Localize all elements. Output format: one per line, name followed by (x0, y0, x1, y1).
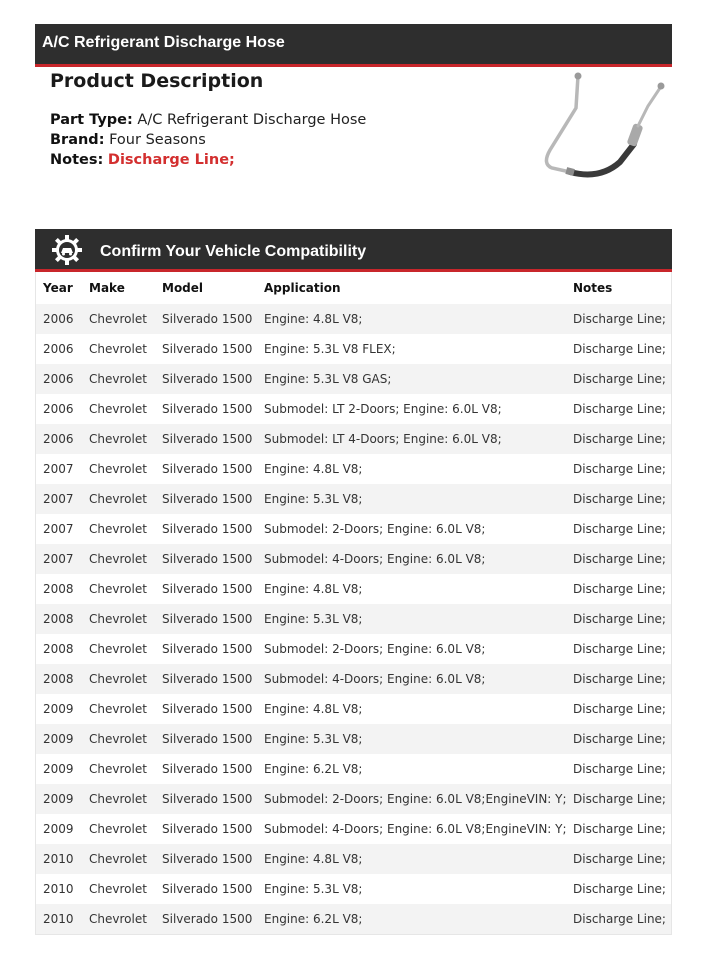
cell-application: Engine: 4.8L V8; (264, 582, 363, 596)
cell-year: 2009 (43, 792, 74, 806)
notes-row (50, 150, 520, 170)
cell-year: 2008 (43, 612, 74, 626)
cell-year: 2006 (43, 372, 74, 386)
cell-make: Chevrolet (89, 552, 147, 566)
col-notes: Notes (573, 281, 613, 295)
cell-application: Engine: 6.2L V8; (264, 912, 363, 926)
cell-notes: Discharge Line; (573, 492, 666, 506)
cell-application: Submodel: 4-Doors; Engine: 6.0L V8;EngineVIN: Y; (264, 822, 567, 836)
cell-make: Chevrolet (89, 462, 147, 476)
cell-make: Chevrolet (89, 312, 147, 326)
part-type-value: A/C Refrigerant Discharge Hose (137, 112, 367, 128)
cell-year: 2007 (43, 492, 74, 506)
cell-model: Silverado 1500 (162, 702, 253, 716)
cell-model: Silverado 1500 (162, 882, 253, 896)
cell-notes: Discharge Line; (573, 432, 666, 446)
cell-make: Chevrolet (89, 732, 147, 746)
table-row (36, 424, 671, 454)
cell-application: Engine: 5.3L V8; (264, 612, 363, 626)
table-row (36, 664, 671, 694)
gear-car-icon (51, 234, 83, 266)
cell-model: Silverado 1500 (162, 372, 253, 386)
table-body (36, 304, 671, 934)
table-row (36, 334, 671, 364)
brand-row (50, 130, 520, 150)
cell-model: Silverado 1500 (162, 672, 253, 686)
notes-label: Notes: (50, 152, 104, 168)
table-row (36, 904, 671, 934)
cell-year: 2009 (43, 732, 74, 746)
cell-make: Chevrolet (89, 492, 147, 506)
cell-application: Engine: 6.2L V8; (264, 762, 363, 776)
cell-application: Submodel: LT 4-Doors; Engine: 6.0L V8; (264, 432, 502, 446)
cell-application: Engine: 5.3L V8; (264, 732, 363, 746)
table-row (36, 364, 671, 394)
cell-notes: Discharge Line; (573, 342, 666, 356)
cell-notes: Discharge Line; (573, 402, 666, 416)
cell-make: Chevrolet (89, 342, 147, 356)
part-type-row (50, 110, 520, 130)
header-bar (35, 24, 672, 67)
cell-model: Silverado 1500 (162, 792, 253, 806)
cell-notes: Discharge Line; (573, 672, 666, 686)
cell-model: Silverado 1500 (162, 342, 253, 356)
cell-make: Chevrolet (89, 882, 147, 896)
cell-application: Submodel: LT 2-Doors; Engine: 6.0L V8; (264, 402, 502, 416)
cell-year: 2008 (43, 582, 74, 596)
table-row (36, 724, 671, 754)
cell-application: Engine: 5.3L V8; (264, 882, 363, 896)
cell-model: Silverado 1500 (162, 552, 253, 566)
cell-year: 2006 (43, 342, 74, 356)
brand-value: Four Seasons (109, 132, 206, 148)
cell-model: Silverado 1500 (162, 312, 253, 326)
table-row (36, 544, 671, 574)
cell-application: Submodel: 2-Doors; Engine: 6.0L V8;EngineVIN: Y; (264, 792, 567, 806)
cell-year: 2009 (43, 822, 74, 836)
cell-notes: Discharge Line; (573, 522, 666, 536)
compatibility-table (36, 272, 671, 934)
cell-model: Silverado 1500 (162, 402, 253, 416)
cell-notes: Discharge Line; (573, 372, 666, 386)
cell-notes: Discharge Line; (573, 312, 666, 326)
cell-year: 2008 (43, 672, 74, 686)
cell-year: 2010 (43, 882, 74, 896)
cell-model: Silverado 1500 (162, 762, 253, 776)
cell-make: Chevrolet (89, 432, 147, 446)
table-header-row (36, 272, 671, 304)
cell-year: 2010 (43, 912, 74, 926)
cell-year: 2006 (43, 312, 74, 326)
table-row (36, 814, 671, 844)
cell-model: Silverado 1500 (162, 522, 253, 536)
cell-application: Engine: 4.8L V8; (264, 702, 363, 716)
cell-application: Engine: 4.8L V8; (264, 312, 363, 326)
cell-make: Chevrolet (89, 702, 147, 716)
cell-model: Silverado 1500 (162, 462, 253, 476)
table-row (36, 484, 671, 514)
cell-model: Silverado 1500 (162, 432, 253, 446)
cell-model: Silverado 1500 (162, 852, 253, 866)
cell-make: Chevrolet (89, 372, 147, 386)
table-row (36, 754, 671, 784)
cell-application: Engine: 5.3L V8; (264, 492, 363, 506)
cell-make: Chevrolet (89, 642, 147, 656)
cell-make: Chevrolet (89, 822, 147, 836)
table-row (36, 394, 671, 424)
cell-make: Chevrolet (89, 852, 147, 866)
cell-notes: Discharge Line; (573, 582, 666, 596)
table-row (36, 634, 671, 664)
cell-model: Silverado 1500 (162, 582, 253, 596)
compatibility-title: Confirm Your Vehicle Compatibility (100, 243, 367, 260)
table-row (36, 574, 671, 604)
table-row (36, 604, 671, 634)
table-row (36, 454, 671, 484)
cell-application: Submodel: 2-Doors; Engine: 6.0L V8; (264, 642, 486, 656)
cell-notes: Discharge Line; (573, 852, 666, 866)
cell-model: Silverado 1500 (162, 912, 253, 926)
cell-notes: Discharge Line; (573, 882, 666, 896)
cell-year: 2009 (43, 762, 74, 776)
cell-notes: Discharge Line; (573, 912, 666, 926)
cell-notes: Discharge Line; (573, 822, 666, 836)
part-type-label: Part Type: (50, 112, 133, 128)
compatibility-header (35, 229, 672, 272)
brand-label: Brand: (50, 132, 105, 148)
cell-year: 2010 (43, 852, 74, 866)
cell-year: 2009 (43, 702, 74, 716)
cell-notes: Discharge Line; (573, 762, 666, 776)
cell-make: Chevrolet (89, 402, 147, 416)
cell-make: Chevrolet (89, 792, 147, 806)
col-make: Make (89, 281, 125, 295)
cell-make: Chevrolet (89, 612, 147, 626)
table-row (36, 304, 671, 334)
table-row (36, 694, 671, 724)
cell-notes: Discharge Line; (573, 612, 666, 626)
cell-model: Silverado 1500 (162, 492, 253, 506)
col-year: Year (43, 281, 73, 295)
table-row (36, 514, 671, 544)
col-model: Model (162, 281, 204, 295)
cell-year: 2007 (43, 462, 74, 476)
cell-application: Engine: 5.3L V8 GAS; (264, 372, 392, 386)
cell-model: Silverado 1500 (162, 642, 253, 656)
cell-notes: Discharge Line; (573, 462, 666, 476)
cell-make: Chevrolet (89, 762, 147, 776)
notes-value: Discharge Line; (107, 152, 235, 168)
cell-notes: Discharge Line; (573, 642, 666, 656)
cell-year: 2006 (43, 432, 74, 446)
cell-year: 2007 (43, 552, 74, 566)
page-title: A/C Refrigerant Discharge Hose (42, 34, 285, 51)
cell-make: Chevrolet (89, 912, 147, 926)
cell-year: 2007 (43, 522, 74, 536)
cell-make: Chevrolet (89, 672, 147, 686)
table-row (36, 844, 671, 874)
cell-year: 2008 (43, 642, 74, 656)
cell-notes: Discharge Line; (573, 732, 666, 746)
cell-make: Chevrolet (89, 522, 147, 536)
table-row (36, 874, 671, 904)
table-row (36, 784, 671, 814)
cell-application: Engine: 4.8L V8; (264, 852, 363, 866)
cell-notes: Discharge Line; (573, 792, 666, 806)
cell-application: Engine: 5.3L V8 FLEX; (264, 342, 396, 356)
cell-notes: Discharge Line; (573, 702, 666, 716)
description-heading: Product Description (50, 70, 264, 92)
cell-model: Silverado 1500 (162, 732, 253, 746)
compatibility-table-wrap (35, 272, 672, 935)
cell-year: 2006 (43, 402, 74, 416)
cell-application: Engine: 4.8L V8; (264, 462, 363, 476)
product-description (50, 70, 520, 170)
cell-model: Silverado 1500 (162, 822, 253, 836)
col-application: Application (264, 281, 341, 295)
cell-model: Silverado 1500 (162, 612, 253, 626)
cell-application: Submodel: 4-Doors; Engine: 6.0L V8; (264, 552, 486, 566)
cell-notes: Discharge Line; (573, 552, 666, 566)
hose-image (530, 68, 680, 208)
cell-make: Chevrolet (89, 582, 147, 596)
cell-application: Submodel: 4-Doors; Engine: 6.0L V8; (264, 672, 486, 686)
cell-application: Submodel: 2-Doors; Engine: 6.0L V8; (264, 522, 486, 536)
